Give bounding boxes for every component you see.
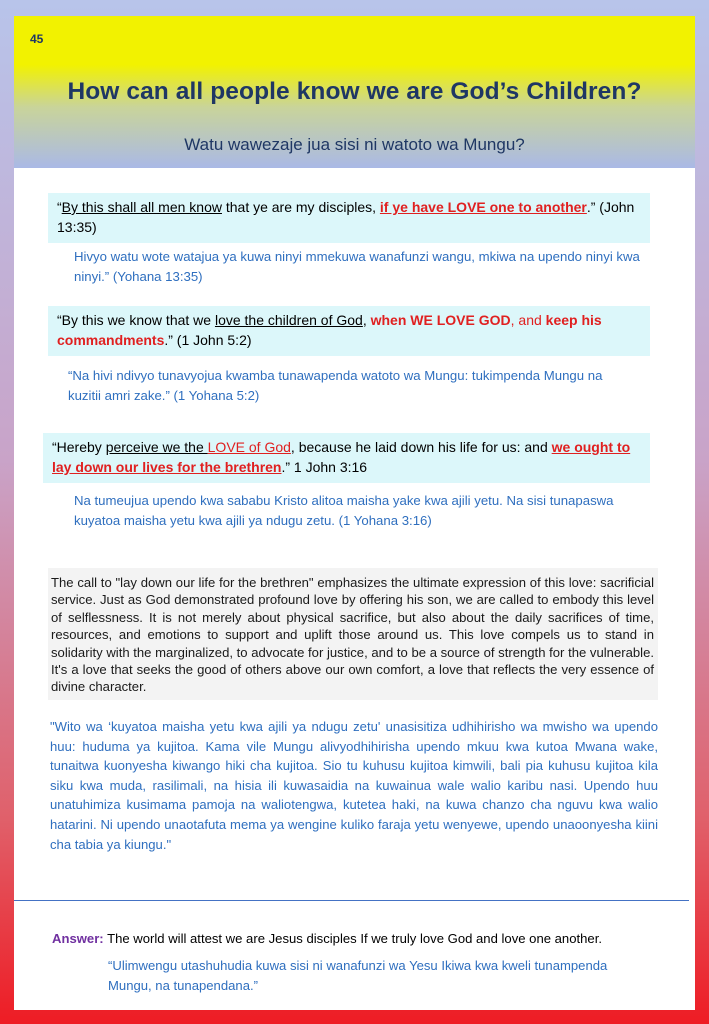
verse-text: , because he laid down his life for us: and: [290, 439, 552, 455]
answer-swahili: “Ulimwengu utashuhudia kuwa sisi ni wanafunzi wa Yesu Ikiwa kwa kweli tunampenda Mungu, na tunapendana.”: [108, 958, 608, 993]
verse-text: that ye are my disciples,: [221, 199, 380, 215]
verse-reference: .” (John 13:35): [57, 199, 635, 235]
verse-text: “By this we know that we: [57, 312, 215, 328]
commentary-english: The call to "lay down our life for the brethren" emphasizes the ultimate expression of this love: sacrificial service. Just as God demonstrated profound love by offering his son, we are called to embody this level of selflessness. It is not merely about physical sacrifice, but also about the daily sacrifices of time, resources, and emotions to support and uplift those around us. This love compels us to stand in solidarity with the marginalized, to advocate for justice, and to be a source of strength for the vulnerable. It's a love that seeks the good of others above our own comfort, a love that reflects the very essence of divine character.: [48, 568, 658, 700]
verse-box-1john-3-16: [43, 433, 650, 483]
verse-highlight: keep his commandments: [57, 312, 602, 348]
verse-reference: .” (1 John 5:2): [164, 332, 252, 348]
verse-text: “: [57, 199, 62, 215]
page: [14, 16, 695, 1010]
swahili-verse-1john-3-16: Na tumeujua upendo kwa sababu Kristo alitoa maisha yake kwa ajili yetu. Na sisi tunapaswa kuyatoa maisha yetu kwa ajili ya ndugu zetu. (1 Yohana 3:16): [74, 493, 614, 528]
verse-text: ,: [362, 312, 371, 328]
answer-text: The world will attest we are Jesus disciples If we truly love God and love one another.: [103, 931, 602, 946]
verse-underline: perceive we the: [105, 439, 208, 455]
header-banner: [14, 16, 695, 168]
page-number: 45: [30, 32, 44, 46]
commentary-swahili: "Wito wa ‘kuyatoa maisha yetu kwa ajili ya ndugu zetu' unasisitiza udhihirisho wa mwisho wa upendo huu: huduma ya kujitoa. Kama vile Mungu alivyodhihirisha upendo mkuu kwa kutoa Mwana wake, tunaitwa kuonyesha kiwango hiki cha kujitoa. Sio tu kuhusu kujitoa kimwili, bali pia kuhusu kujitoa kila siku kwa muda, rasilimali, na hisia ili kuwasaidia na kuwainua wale walio karibu nasi. Upendo huu unatuhimiza kusimama pamoja na waliotengwa, kutetea haki, na kuwa chanzo cha nguvu kwa walio hatarini. Ni upendo unaotafuta mema ya wengine kuliko faraja yetu wenyewe, upendo unaoonyesha kiini cha tabia ya kiungu.": [50, 719, 658, 852]
answer-label: Answer:: [52, 931, 104, 946]
verse-highlight: if ye have LOVE one to another: [379, 199, 587, 215]
swahili-verse-john-13-35: Hivyo watu wote watajua ya kuwa ninyi mmekuwa wanafunzi wangu, mkiwa na upendo ninyi kwa ninyi.” (Yohana 13:35): [74, 249, 640, 284]
verse-underline: love the children of God: [214, 312, 363, 328]
verse-text: “Hereby: [52, 439, 106, 455]
verse-box-1john-5-2: [48, 306, 650, 356]
verse-highlight: when WE LOVE GOD: [370, 312, 511, 328]
verse-box-john-13-35: [48, 193, 650, 243]
page-title: How can all people know we are God’s Children?: [67, 78, 642, 105]
page-subtitle: Watu wawezaje jua sisi ni watoto wa Mungu?: [184, 135, 525, 154]
section-divider: [14, 900, 689, 901]
verse-reference: .” 1 John 3:16: [281, 459, 368, 475]
verse-text: , and: [510, 312, 546, 328]
verse-underline: By this shall all men know: [61, 199, 222, 215]
answer-line: [52, 930, 682, 948]
verse-highlight: we ought to lay down our lives for the brethren: [52, 439, 631, 475]
verse-highlight: LOVE of God: [207, 439, 291, 455]
swahili-verse-1john-5-2: “Na hivi ndivyo tunavyojua kwamba tunawapenda watoto wa Mungu: tukimpenda Mungu na kuzitii amri zake.” (1 Yohana 5:2): [68, 368, 603, 403]
